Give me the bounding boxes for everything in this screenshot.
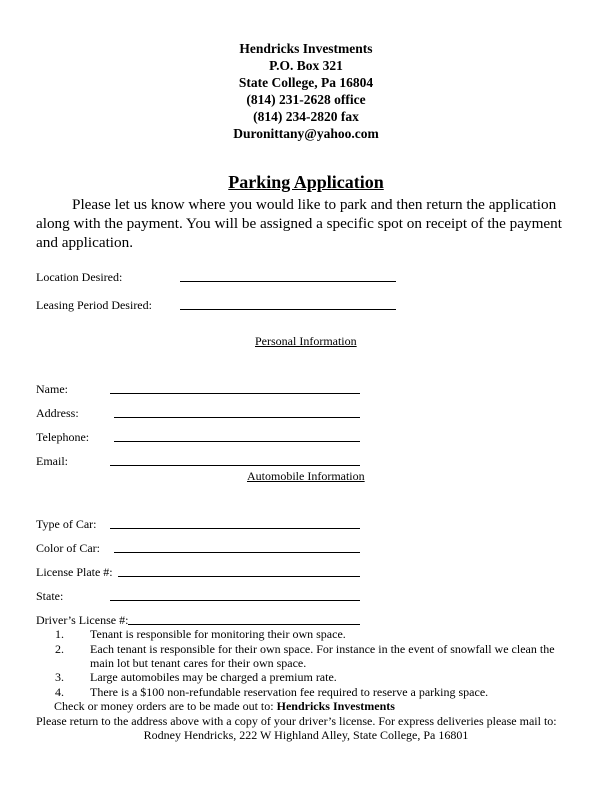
company-name: Hendricks Investments: [239, 41, 373, 56]
license-plate-label: License Plate #:: [36, 565, 113, 579]
car-type-label: Type of Car:: [36, 517, 97, 531]
drivers-license-field[interactable]: [128, 624, 360, 625]
location-label: Location Desired:: [36, 270, 123, 284]
drivers-license-label: Driver’s License #:: [36, 613, 129, 627]
rule-number: 4.: [55, 685, 64, 699]
license-plate-field[interactable]: [118, 576, 360, 577]
rule-text: There is a $100 non-refundable reservation fee required to reserve a parking space.: [90, 685, 489, 699]
contact-email: Duronittany@yahoo.com: [233, 126, 379, 141]
state-label: State:: [36, 589, 64, 603]
state-field[interactable]: [110, 600, 360, 601]
telephone-label: Telephone:: [36, 430, 90, 444]
leasing-label: Leasing Period Desired:: [36, 298, 152, 312]
name-field[interactable]: [110, 393, 360, 394]
payee-name: Hendricks Investments: [276, 699, 395, 713]
intro-text: Please let us know where you would like to park and then return the application along with the payment. You will be assigned a specific spot on receipt of the payment and application.: [36, 196, 562, 251]
fax-number: (814) 234-2820 fax: [253, 109, 359, 124]
express-mail-address: Rodney Hendricks, 222 W Highland Alley, State College, Pa 16801: [143, 728, 469, 742]
leasing-field[interactable]: [180, 309, 396, 310]
address-field[interactable]: [114, 417, 360, 418]
car-color-label: Color of Car:: [36, 541, 100, 555]
page-title: Parking Application: [228, 172, 384, 192]
po-box: P.O. Box 321: [269, 58, 343, 73]
email-label: Email:: [36, 454, 68, 468]
address-label: Address:: [36, 406, 79, 420]
location-field[interactable]: [180, 281, 396, 282]
email-field[interactable]: [110, 465, 360, 466]
rule-text: Each tenant is responsible for their own space. For instance in the event of snowfall we clean the main lot but tenant cares for their own space.: [90, 642, 555, 670]
intro-paragraph: [36, 195, 576, 252]
payment-note-prefix: Check or money orders are to be made out to:: [54, 699, 277, 713]
rule-text: Large automobiles may be charged a premium rate.: [90, 670, 337, 684]
car-type-field[interactable]: [110, 528, 360, 529]
personal-info-heading: Personal Information: [255, 334, 357, 348]
office-phone: (814) 231-2628 office: [246, 92, 366, 107]
telephone-field[interactable]: [114, 441, 360, 442]
city-state-zip: State College, Pa 16804: [238, 75, 374, 90]
car-color-field[interactable]: [114, 552, 360, 553]
rule-number: 1.: [55, 627, 64, 641]
rule-number: 2.: [55, 642, 64, 656]
rule-text: Tenant is responsible for monitoring their own space.: [90, 627, 346, 641]
name-label: Name:: [36, 382, 68, 396]
payment-note: [54, 699, 395, 713]
rule-number: 3.: [55, 670, 64, 684]
return-instructions: Please return to the address above with a copy of your driver’s license. For express deliveries please mail to:: [36, 714, 557, 728]
automobile-info-heading: Automobile Information: [247, 469, 365, 483]
